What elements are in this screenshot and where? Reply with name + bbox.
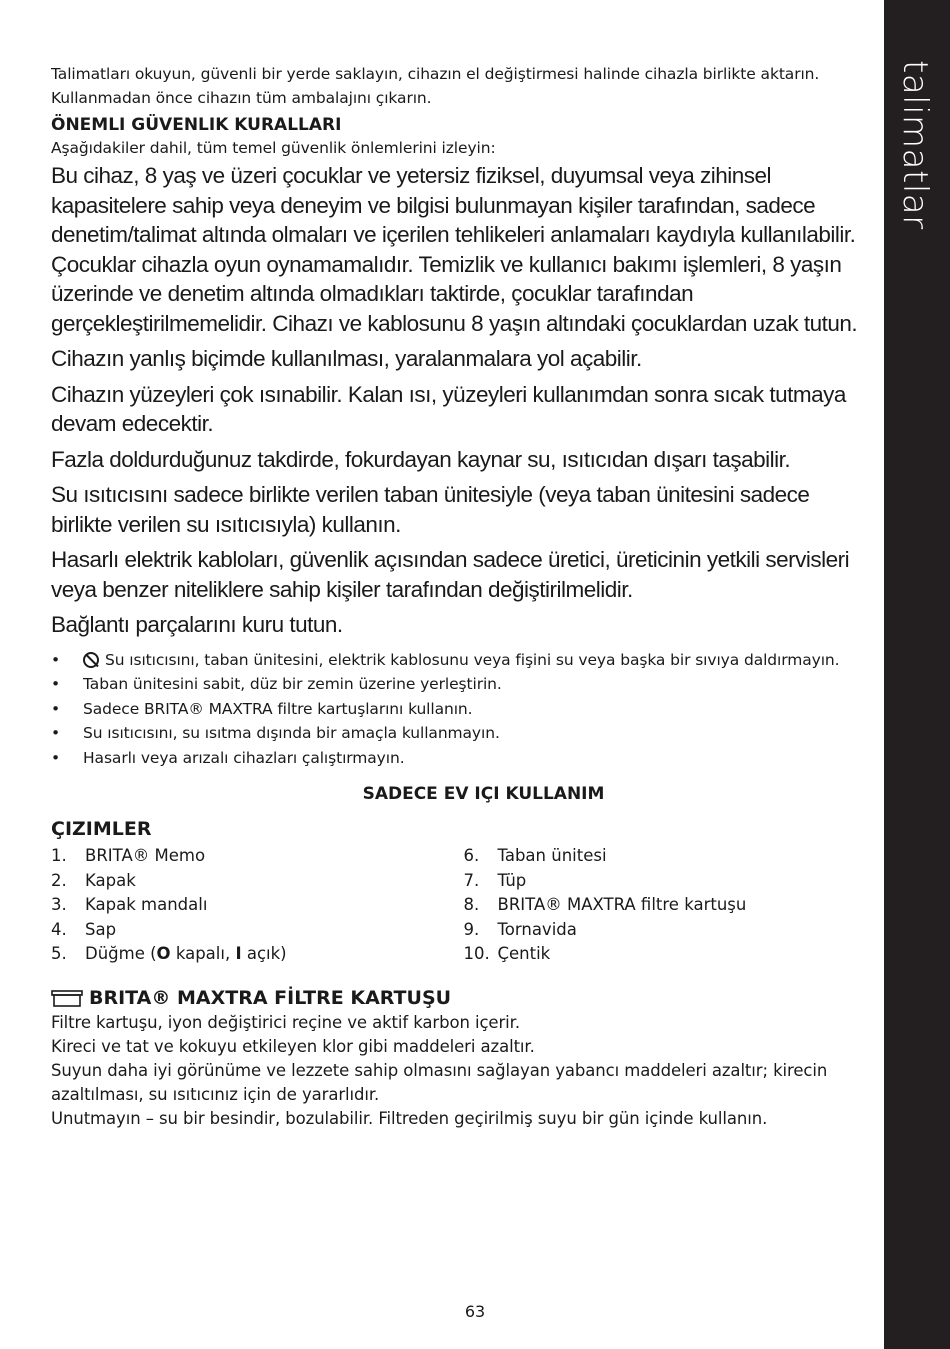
list-item	[51, 918, 464, 943]
list-item	[51, 844, 464, 869]
parts-column-right	[464, 844, 877, 967]
safety-paragraph: Bu cihaz, 8 yaş ve üzeri çocuklar ve yetersiz fiziksel, duyumsal veya zihinsel kapasitelere sahip veya deneyim ve bilgisi bulunmayan kişiler tarafından, sadece denetim/talimat altında olmaları ve içerilen tehlikeleri anlamaları kaydıyla kullanılabilir. Çocuklar cihazla oyun oynamamalıdır. Temizlik ve kullanıcı bakımı işlemleri, 8 yaşın üzerinde ve denetim altında olmadıkları taktirde, çocuklar tarafından gerçekleştirilmemelidir. Cihazı ve kablosunu 8 yaşın altındaki çocuklardan uzak tutun.	[51, 163, 858, 336]
list-item	[51, 648, 876, 673]
list-item	[51, 672, 876, 697]
item-number: 8.	[463, 895, 480, 914]
filter-text: Suyun daha iyi görünüme ve lezzete sahip olmasını sağlayan yabancı maddeleri azaltır; kirecin azaltılması, su ısıtıcınız için de yararlıdır.	[51, 1060, 828, 1104]
filter-text: Unutmayın – su bir besindir, bozulabilir. Filtreden geçirilmiş suyu bir gün içinde kullanın.	[51, 1108, 768, 1128]
bullet-text: Taban ünitesini sabit, düz bir zemin üzerine yerleştirin.	[83, 675, 502, 693]
sidebar-title: talimatlar	[895, 60, 935, 230]
page-content	[51, 62, 876, 1131]
list-item	[464, 844, 877, 869]
list-item	[51, 697, 876, 722]
list-item	[51, 746, 876, 771]
item-label-part: Düğme (	[85, 944, 157, 963]
no-immerse-icon	[83, 652, 99, 668]
item-label: Kapak mandalı	[85, 895, 208, 914]
off-symbol: O	[156, 944, 171, 963]
item-label: Tornavida	[497, 919, 577, 939]
item-number: 3.	[51, 895, 67, 914]
item-label: Taban ünitesi	[497, 846, 607, 865]
item-number: 6.	[463, 846, 480, 865]
sidebar-tab	[884, 0, 950, 1349]
list-item	[464, 869, 877, 894]
item-number: 5.	[51, 944, 67, 963]
bullet-text: Su ısıtıcısını, su ısıtma dışında bir amaçla kullanmayın.	[83, 724, 500, 742]
filter-text: Filtre kartuşu, iyon değiştirici reçine ve aktif karbon içerir.	[51, 1012, 520, 1032]
list-item	[51, 942, 464, 967]
bullet-text: Sadece BRITA® MAXTRA filtre kartuşlarını kullanın.	[83, 699, 473, 718]
home-use-notice: SADECE EV IÇI KULLANIM	[362, 784, 605, 804]
item-label-part: kapalı,	[170, 944, 236, 963]
item-number: 7.	[463, 870, 480, 890]
intro-text: Talimatları okuyun, güvenli bir yerde saklayın, cihazın el değiştirmesi halinde cihazla birlikte aktarın. Kullanmadan önce cihazın tüm ambalajını çıkarın.	[51, 65, 820, 107]
safety-paragraph: Cihazın yüzeyleri çok ısınabilir. Kalan ısı, yüzeyleri kullanımdan sonra sıcak tutmaya devam edecektir.	[51, 381, 846, 436]
bullet-mark: •	[51, 724, 61, 742]
drawings-heading: ÇIZIMLER	[51, 818, 152, 840]
safety-paragraph: Hasarlı elektrik kabloları, güvenlik açısından sadece üretici, üreticinin yetkili servisleri veya benzer niteliklere sahip kişiler tarafından değiştirilmelidir.	[51, 547, 850, 602]
item-number: 9.	[463, 919, 480, 939]
list-item	[51, 721, 876, 746]
filter-heading: BRITA® MAXTRA FİLTRE KARTUŞU	[89, 986, 452, 1009]
safety-paragraph: Cihazın yanlış biçimde kullanılması, yaralanmalara yol açabilir.	[51, 346, 642, 371]
safety-subheading: Aşağıdakiler dahil, tüm temel güvenlik önlemlerini izleyin:	[51, 139, 496, 157]
safety-bullet-list	[51, 648, 876, 771]
cartridge-icon	[51, 989, 83, 1007]
parts-column-left	[51, 844, 464, 967]
item-label	[85, 942, 287, 967]
safety-paragraph: Bağlantı parçalarını kuru tutun.	[51, 612, 343, 637]
safety-paragraph: Fazla doldurduğunuz takdirde, fokurdayan kaynar su, ısıtıcıdan dışarı taşabilir.	[51, 446, 791, 472]
list-item	[51, 893, 464, 918]
bullet-mark: •	[51, 675, 61, 693]
bullet-mark: •	[51, 699, 61, 718]
item-label: Çentik	[497, 944, 551, 963]
item-number: 2.	[51, 870, 67, 890]
item-label: BRITA® Memo	[85, 846, 206, 865]
on-symbol: I	[235, 944, 242, 963]
bullet-mark: •	[51, 650, 61, 669]
item-label: Kapak	[85, 870, 136, 890]
list-item	[464, 942, 877, 967]
item-label: BRITA® MAXTRA filtre kartuşu	[497, 895, 747, 914]
list-item	[51, 869, 464, 894]
item-label: Tüp	[497, 870, 527, 890]
filter-text: Kireci ve tat ve kokuyu etkileyen klor gibi maddeleri azaltır.	[51, 1036, 535, 1056]
parts-list	[51, 844, 876, 967]
bullet-text: Su ısıtıcısını, taban ünitesini, elektrik kablosunu veya fişini su veya başka bir sıvıya daldırmayın.	[105, 650, 840, 669]
page-number: 63	[464, 1302, 486, 1321]
item-label-part: açık)	[241, 944, 287, 963]
safety-heading: ÖNEMLI GÜVENLIK KURALLARI	[51, 115, 342, 135]
filter-heading-row	[51, 985, 876, 1011]
list-item	[464, 893, 877, 918]
list-item	[464, 918, 877, 943]
bullet-text: Hasarlı veya arızalı cihazları çalıştırmayın.	[83, 748, 405, 767]
item-number: 4.	[51, 919, 67, 939]
bullet-mark: •	[51, 748, 61, 767]
item-number: 10.	[463, 944, 490, 963]
item-label: Sap	[85, 919, 117, 939]
safety-paragraph: Su ısıtıcısını sadece birlikte verilen taban ünitesiyle (veya taban ünitesini sadece birlikte verilen su ısıtıcısıyla) kullanın.	[51, 482, 810, 537]
item-number: 1.	[51, 846, 67, 865]
